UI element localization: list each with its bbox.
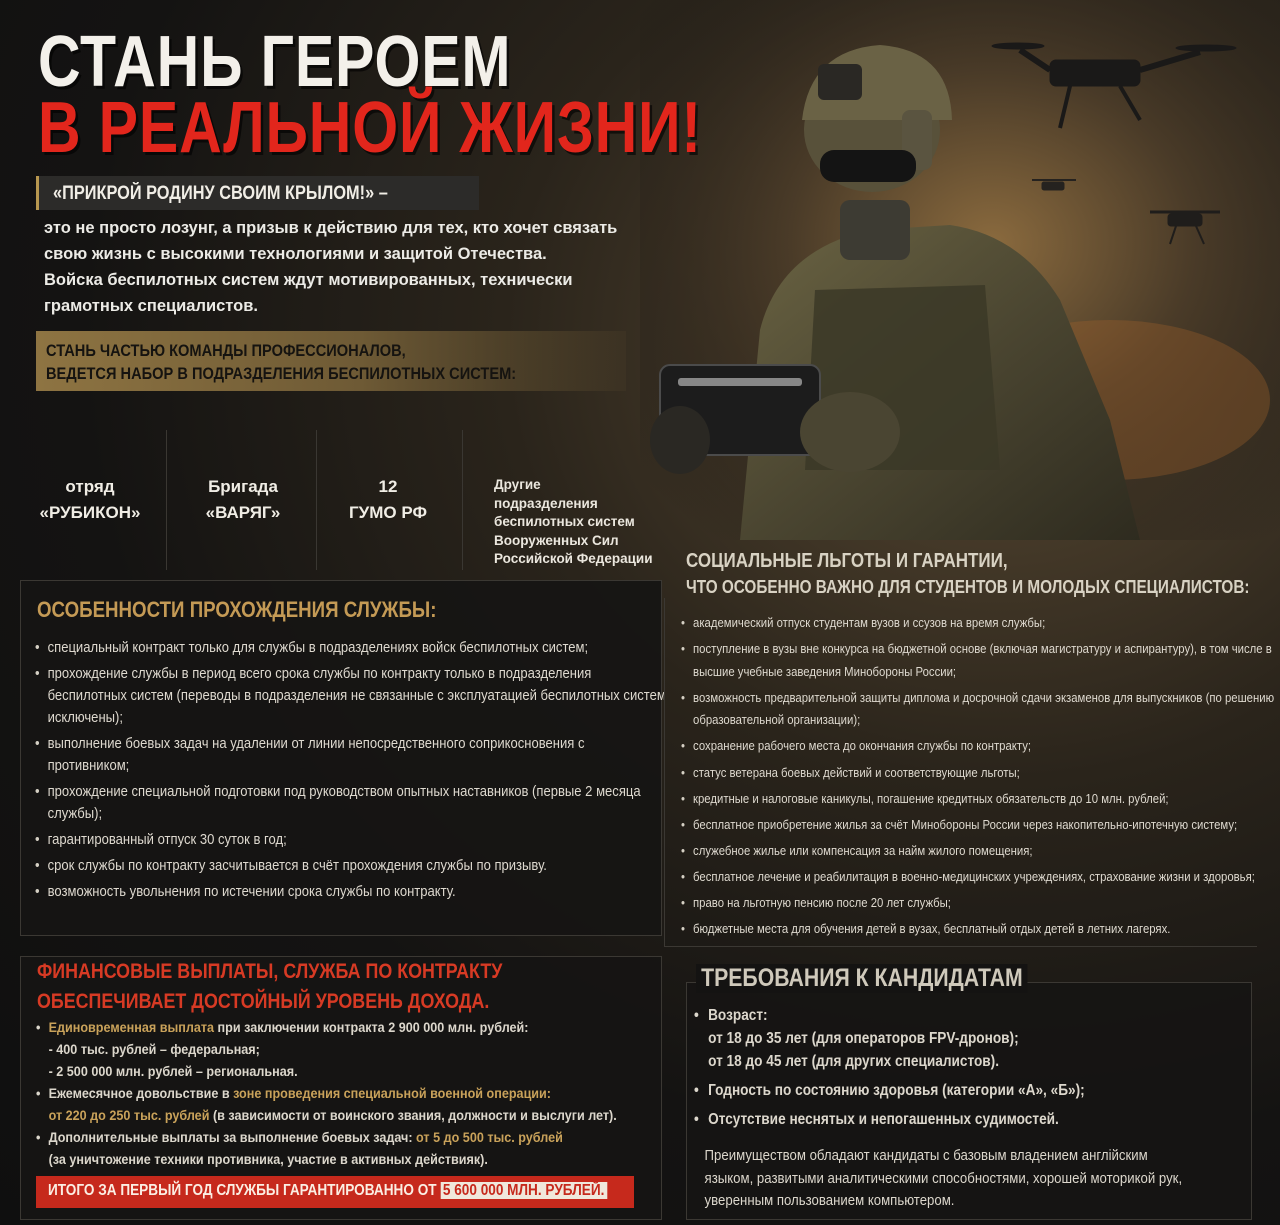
benefits-title: [686, 548, 1249, 600]
divider: [316, 430, 317, 570]
monthly-note: (в зависимости от воинского звания, должности и выслуги лет).: [209, 1107, 617, 1123]
unit-other-line: Российской Федерации: [494, 551, 653, 566]
list-item: • право на льготную пенсию после 20 лет службы;: [681, 892, 1280, 915]
monthly-text: Ежемесячное довольствие в: [48, 1085, 234, 1101]
intro-line: это не просто лозунг, а призыв к действию для тех, кто хочет связать: [44, 219, 618, 237]
age-label: • Возраст:: [694, 1004, 1204, 1027]
benefits-list: [681, 612, 1275, 944]
note-line: Преимуществом обладают кандидаты с базовым владением англійским: [704, 1147, 1148, 1164]
total-label: ИТОГО ЗА ПЕРВЫЙ ГОД СЛУЖБЫ ГАРАНТИРОВАННО ОТ: [48, 1182, 441, 1199]
lump-federal: - 400 тыс. рублей – федеральная;: [48, 1041, 260, 1057]
extra-row: [36, 1126, 612, 1148]
list-item: • гарантированный отпуск 30 суток в год;: [35, 829, 667, 851]
recruit-line-2: ВЕДЕТСЯ НАБОР В ПОДРАЗДЕЛЕНИЯ БЕСПИЛОТНЫХ СИСТЕМ:: [46, 364, 517, 383]
note-line: языком, развитыми аналитическими способностями, хорошей моторикой рук,: [704, 1169, 1183, 1187]
recruit-banner: [36, 331, 626, 391]
units-list: [20, 430, 660, 580]
requirements-title: ТРЕБОВАНИЯ К КАНДИДАТАМ: [696, 964, 1028, 993]
unit-type: 12: [378, 477, 398, 496]
lump-regional: - 2 500 000 млн. рублей – региональная.: [48, 1063, 298, 1079]
unit-other-line: беспилотных систем: [494, 514, 635, 529]
benefits-panel: [664, 598, 1275, 947]
recruit-line-1: СТАНЬ ЧАСТЬЮ КОМАНДЫ ПРОФЕССИОНАЛОВ,: [46, 341, 406, 360]
unit-varyag: [170, 430, 316, 570]
finance-title: [37, 957, 502, 1017]
list-item: • академический отпуск студентам вузов и ссузов на время службы;: [681, 612, 1280, 635]
total-amount: 5 600 000 МЛН. РУБЛЕЙ.: [440, 1182, 607, 1199]
note-line: уверенным пользованием компьютером.: [704, 1192, 955, 1209]
list-item: • кредитные и налоговые каникулы, погашение кредитных обязательств до 10 млн. рублей;: [681, 788, 1280, 811]
age-range-2: от 18 до 45 лет (для других специалистов).: [708, 1053, 1000, 1070]
finance-title-line-1: ФИНАНСОВЫЕ ВЫПЛАТЫ, СЛУЖБА ПО КОНТРАКТУ: [37, 960, 503, 983]
benefits-title-line-2: ЧТО ОСОБЕННО ВАЖНО ДЛЯ СТУДЕНТОВ И МОЛОДЫХ СПЕЦИАЛИСТОВ:: [686, 577, 1250, 597]
intro-line: грамотных специалистов.: [44, 297, 258, 315]
list-item: • выполнение боевых задач на удалении от линии непосредственного соприкосновения с противником;: [35, 733, 667, 777]
finance-details: [36, 1016, 617, 1170]
unit-name: ГУМО РФ: [349, 503, 427, 522]
intro-line: Войска беспилотных систем ждут мотивированных, технически: [44, 271, 573, 289]
age-range-1: от 18 до 35 лет (для операторов FPV-дронов);: [708, 1030, 1019, 1047]
unit-other-line: Вооруженных Сил: [494, 532, 619, 548]
slogan-text: «ПРИКРОЙ РОДИНУ СВОИМ КРЫЛОМ!» –: [53, 183, 388, 204]
record-requirement: • Отсутствие неснятых и непогашенных судимостей.: [694, 1108, 1204, 1131]
slogan-banner: [36, 176, 479, 210]
lump-sum-text: при заключении контракта 2 900 000 млн. рублей:: [214, 1019, 529, 1035]
monthly-range: от 220 до 250 тыс. рублей: [48, 1107, 210, 1123]
unit-other: [494, 476, 659, 569]
soldier-drone-illustration: [640, 0, 1280, 540]
unit-other-line: Другие: [494, 477, 541, 492]
requirements-note: [694, 1145, 1204, 1213]
service-title: ОСОБЕННОСТИ ПРОХОЖДЕНИЯ СЛУЖБЫ:: [37, 597, 437, 622]
list-item: • бюджетные места для обучения детей в вузах, бесплатный отдых детей в летних лагерях.: [681, 918, 1280, 941]
health-requirement: • Годность по состоянию здоровья (категории «А», «Б»);: [694, 1079, 1204, 1102]
unit-gumo: [320, 430, 456, 570]
list-item: • бесплатное приобретение жилья за счёт Минобороны России через накопительно-ипотечную систему;: [681, 814, 1280, 837]
unit-name: «РУБИКОН»: [39, 503, 141, 522]
list-item: • поступление в вузы вне конкурса на бюджетной основе (включая магистратуру и аспирантуру), в том числе в высшие учебные заведения Минобороны России;: [681, 638, 1280, 683]
monthly-amount-row: [36, 1104, 617, 1126]
monthly-zone: зоне проведения специальной военной операции:: [233, 1085, 552, 1101]
lump-sum-label: Единовременная выплата: [48, 1019, 215, 1035]
unit-rubikon: [20, 430, 160, 570]
list-item: • специальный контракт только для службы в подразделениях войск беспилотных систем;: [35, 637, 667, 659]
intro-text: [44, 215, 704, 319]
headline-line-1: СТАНЬ ГЕРОЕМ: [38, 22, 512, 102]
service-features-panel: [20, 580, 666, 936]
unit-type: Бригада: [208, 477, 278, 496]
list-item: • возможность увольнения по истечении срока службы по контракту.: [35, 881, 667, 903]
list-item: • бесплатное лечение и реабилитация в военно-медицинских учреждениях, страхование жизни и здоровья;: [681, 866, 1280, 889]
divider: [166, 430, 167, 570]
list-item: • служебное жилье или компенсация за найм жилого помещения;: [681, 840, 1280, 863]
extra-range: от 5 до 500 тыс. рублей: [416, 1129, 563, 1145]
intro-line: свою жизнь с высокими технологиями и защитой Отечества.: [44, 245, 547, 263]
unit-type: отряд: [65, 477, 115, 496]
benefits-title-line-1: СОЦИАЛЬНЫЕ ЛЬГОТЫ И ГАРАНТИИ,: [686, 550, 1008, 572]
extra-note: (за уничтожение техники противника, участие в активных действияк).: [48, 1151, 488, 1167]
list-item: • сохранение рабочего места до окончания службы по контракту;: [681, 735, 1280, 758]
list-item: • срок службы по контракту засчитывается в счёт прохождения службы по призыву.: [35, 855, 667, 877]
divider: [462, 430, 463, 570]
requirements-list: [694, 1004, 1204, 1213]
total-text: [48, 1182, 607, 1200]
list-item: • прохождение службы в период всего срока службы по контракту только в подразделения беспилотных систем (переводы в подразделения не связанные с эксплуатацией беспилотных систем исключены);: [35, 663, 667, 729]
list-item: • статус ветерана боевых действий и соответствующие льготы;: [681, 762, 1280, 785]
finance-title-line-2: ОБЕСПЕЧИВАЕТ ДОСТОЙНЫЙ УРОВЕНЬ ДОХОДА.: [37, 990, 490, 1013]
unit-name: «ВАРЯГ»: [205, 503, 281, 522]
monthly-row: [36, 1082, 612, 1104]
list-item: • возможность предварительной защиты диплома и досрочной сдачи экзаменов для выпускников (по решению образовательной организации);: [681, 687, 1280, 732]
list-item: • прохождение специальной подготовки под руководством опытных наставников (первые 2 месяца службы);: [35, 781, 667, 825]
service-list: [35, 637, 666, 907]
lump-sum-row: [36, 1016, 612, 1038]
total-banner: [36, 1176, 634, 1208]
headline-line-2: В РЕАЛЬНОЙ ЖИЗНИ!: [38, 88, 702, 168]
recruit-text: [46, 339, 516, 385]
extra-text: Дополнительные выплаты за выполнение боевых задач:: [48, 1129, 417, 1145]
unit-other-line: подразделения: [494, 495, 598, 511]
